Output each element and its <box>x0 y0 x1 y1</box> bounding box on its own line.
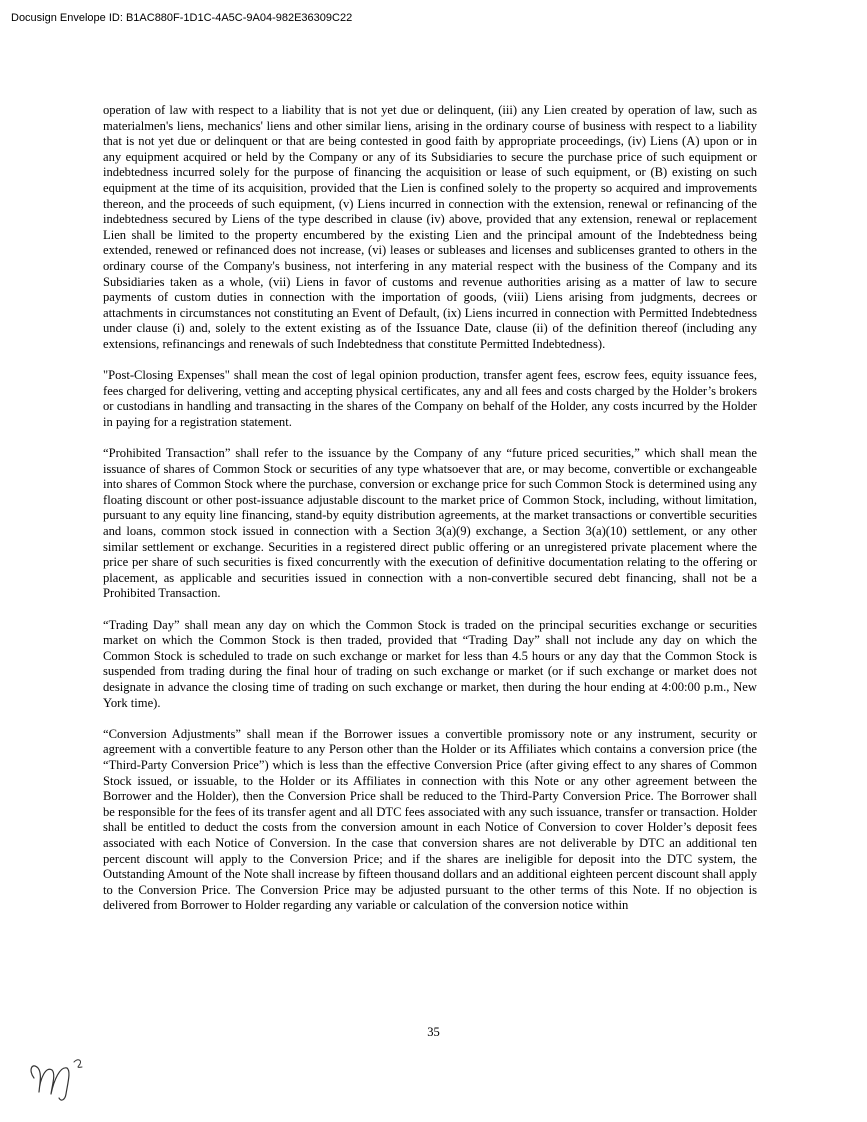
paragraph-trading-day: “Trading Day” shall mean any day on which the Common Stock is traded on the principal securities exchange or securities market on which the Common Stock is then traded, provided that “Trading Day” shall not include any day on which the Common Stock is scheduled to trade on such exchange or market for less than 4.5 hours or any day that the Common Stock is suspended from trading during the final hour of trading on such exchange or market (or if such exchange or market does not designate in advance the closing time of trading on such exchange or market, then during the hour ending at 4:00:00 p.m., New York time). <box>103 617 757 710</box>
paragraph-conversion-adjustments: “Conversion Adjustments” shall mean if the Borrower issues a convertible promissory note or any instrument, security or agreement with a convertible feature to any Person other than the Holder or its Affiliates which contains a conversion price (the “Third-Party Conversion Price”) which is less than the effective Conversion Price (after giving effect to any shares of Common Stock issued, or issuable, to the Holder or its Affiliates in connection with this Note or any other agreement between the Borrower and the Holder), then the Conversion Price shall be reduced to the Third-Party Conversion Price. The Borrower shall be responsible for the fees of its transfer agent and all DTC fees associated with any such issuance, transfer or transaction. Holder shall be entitled to deduct the costs from the conversion amount in each Notice of Conversion to cover Holder’s deposit fees associated with each Notice of Conversion. In the case that conversion shares are not deliverable by DTC an additional ten percent discount will apply to the Conversion Price; and if the shares are ineligible for deposit into the DTC system, the Outstanding Amount of the Note shall increase by fifteen thousand dollars and an additional eighteen percent discount shall apply to the Conversion Price. The Conversion Price may be adjusted pursuant to the other terms of this Note. If no objection is delivered from Borrower to Holder regarding any variable or calculation of the conversion notice within <box>103 726 758 913</box>
paragraph-post-closing-expenses: "Post-Closing Expenses" shall mean the cost of legal opinion production, transfer agent fees, escrow fees, equity issuance fees, fees charged for delivering, vetting and accepting physical certificates, any and all fees and costs charged by the Holder’s brokers or custodians in handling and transacting in the shares of the Company on behalf of the Holder, any costs incurred by the Holder in paying for a registration statement. <box>103 368 757 429</box>
docusign-envelope-id: Docusign Envelope ID: B1AC880F-1D1C-4A5C-9A04-982E36309C22 <box>11 12 353 24</box>
paragraph-prohibited-transaction: “Prohibited Transaction” shall refer to the issuance by the Company of any “future priced securities,” which shall mean the issuance of shares of Common Stock or securities of any type whatsoever that are, or may become, convertible or exchangeable into shares of Common Stock where the purchase, conversion or exchange price for such Common Stock is determined using any floating discount or other post-issuance adjustable discount to the market price of Common Stock, including, without limitation, pursuant to any equity line financing, stand-by equity distribution agreements, at the market transactions or convertible securities and loans, common stock issued in connection with a Section 3(a)(9) exchange, a Section 3(a)(10) settlement, or any other similar settlement or exchange. Securities in a registered direct public offering or an unregistered private placement where the price per share of such securities is fixed concurrently with the execution of definitive documentation relating to the offering or placement, as applicable and securities issued in connection with a non-convertible secured debt financing, shall not be a Prohibited Transaction. <box>103 446 757 601</box>
paragraph-liens-continued: operation of law with respect to a liability that is not yet due or delinquent, (iii) any Lien created by operation of law, such as materialmen's liens, mechanics' liens and other similar liens, arising in the ordinary course of business with respect to a liability that is not yet due or delinquent or that are being contested in good faith by appropriate proceedings, (iv) Liens (A) upon or in any equipment acquired or held by the Company or any of its Subsidiaries to secure the purchase price of such equipment or indebtedness incurred solely for the purpose of financing the acquisition or lease of such equipment, or (B) existing on such equipment at the time of its acquisition, provided that the Lien is confined solely to the property so acquired and improvements thereon, and the proceeds of such equipment, (v) Liens incurred in connection with the extension, renewal or refinancing of the indebtedness secured by Liens of the type described in clause (iv) above, provided that any extension, renewal or replacement Lien shall be limited to the property encumbered by the existing Lien and the principal amount of the Indebtedness being extended, renewed or refinanced does not increase, (vi) leases or subleases and licenses and sublicenses granted to others in the ordinary course of the Company's business, not interfering in any material respect with the business of the Company and its Subsidiaries taken as a whole, (vii) Liens in favor of customs and revenue authorities arising as a matter of law to secure payments of custom duties in connection with the importation of goods, (viii) Liens arising from judgments, decrees or attachments in circumstances not constituting an Event of Default, (ix) Liens incurred in connection with Permitted Indebtedness under clause (i) and, solely to the extent existing as of the Issuance Date, clause (ii) of the definition thereof (including any extensions, refinancings and renewals of such Indebtedness that constitute Permitted Indebtedness). <box>103 103 757 351</box>
page-number: 35 <box>427 1025 440 1039</box>
document-body <box>103 103 757 929</box>
handwritten-initials-icon <box>24 1048 104 1108</box>
